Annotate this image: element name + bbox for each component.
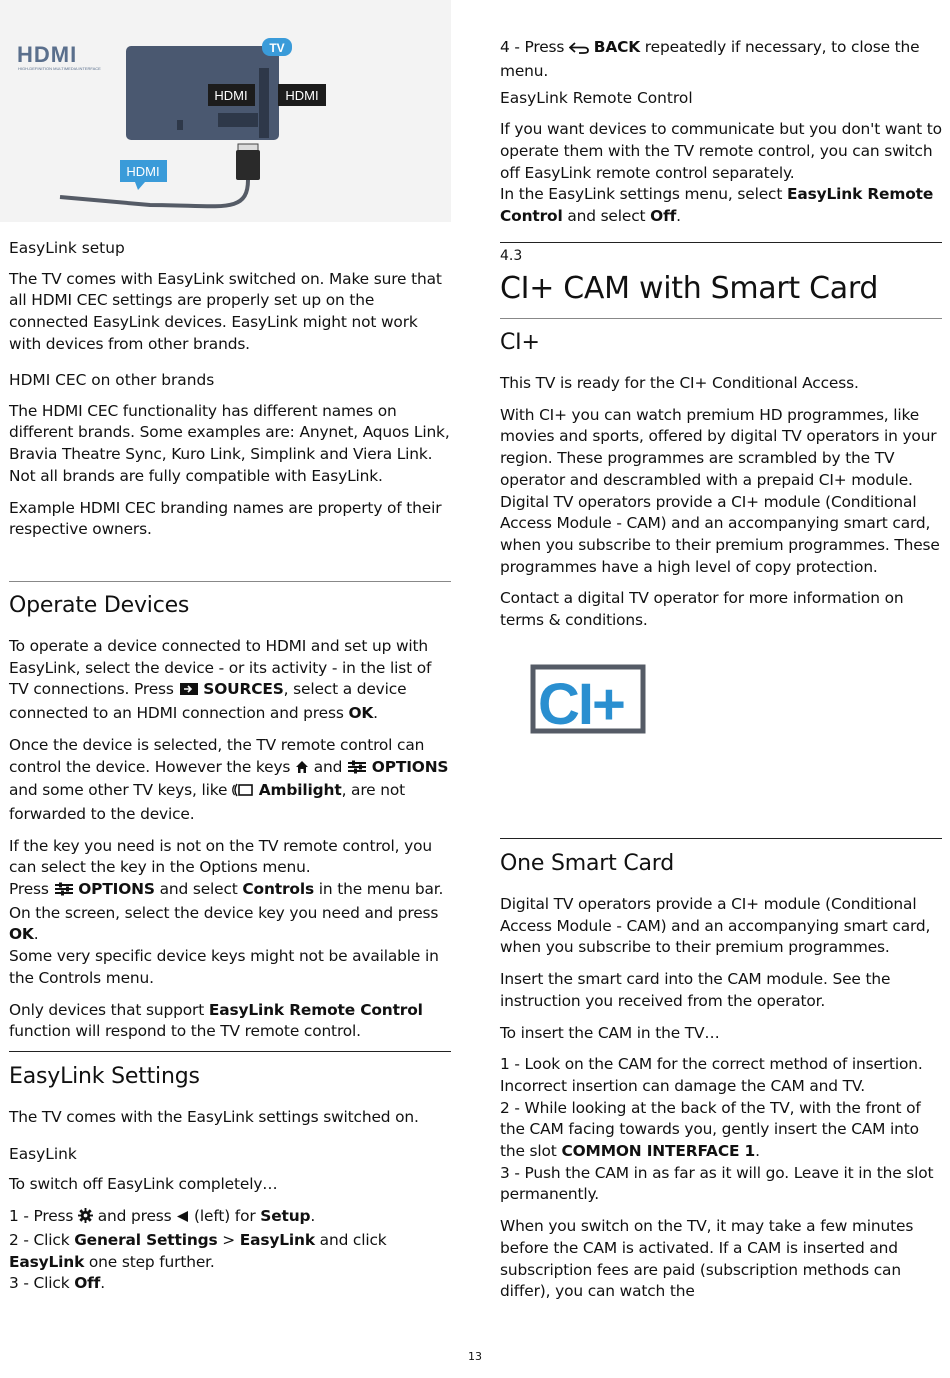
- easylink-sub-heading: EasyLink: [9, 1144, 77, 1163]
- svg-text:HDMI: HDMI: [214, 88, 248, 103]
- operate-p2: Once the device is selected, the TV remote control can control the device. However the keys and OPTIONS and some other TV keys, like Ambilight, are not forwarded to the device.: [9, 735, 449, 823]
- options-icon: [54, 881, 74, 903]
- ci-p1: This TV is ready for the CI+ Conditional Access.: [500, 374, 859, 392]
- hdmi-cec-body-1: The HDMI CEC functionality has different names on different brands. Some examples are: Anynet, Aquos Link, Bravia Theatre Sync, Kuro Link, Simplink and Viera Link. Not all brands are fully compatible with EasyLink.: [9, 401, 450, 485]
- divider-operate: [9, 581, 451, 582]
- operate-p3: If the key you need is not on the TV remote control, you can select the key in the Options menu. Press OPTIONS and select Controls in the menu bar. On the screen, select the device key you need and press OK. Some very specific device keys might not be available in the Controls menu.: [9, 836, 444, 987]
- easylink-switch-off-intro: To switch off EasyLink completely…: [9, 1175, 278, 1194]
- svg-text:HDMI: HDMI: [285, 88, 319, 103]
- one-smart-card-title: One Smart Card: [500, 851, 674, 876]
- osc-p4: When you switch on the TV, it may take a few minutes before the CAM is activated. If a CAM is inserted and subscription fees are paid (subscription methods can differ), you can watch the: [500, 1217, 914, 1301]
- ci-body: [500, 373, 942, 632]
- easylink-setup-body: The TV comes with EasyLink switched on. Make sure that all HDMI CEC settings are properly set up on the connected EasyLink devices. EasyLink might not work with devices from other brands.: [9, 269, 442, 353]
- operate-devices-body: [9, 636, 451, 1043]
- ci-p4: Contact a digital TV operator for more information on terms & conditions.: [500, 589, 904, 630]
- hdmi-cec-body-2: Example HDMI CEC branding names are property of their respective owners.: [9, 498, 442, 539]
- osc-p1: Digital TV operators provide a CI+ module (Conditional Access Module - CAM) and an accompanying smart card, when you subscribe to their premium programmes.: [500, 895, 931, 957]
- section-number: 4.3: [500, 248, 523, 264]
- operate-p1: To operate a device connected to HDMI and set up with EasyLink, select the device - or its activity - in the list of TV connections. Press SOURCES, select a device connected to an HDMI connection and press OK.: [9, 637, 432, 723]
- home-icon: [295, 759, 309, 781]
- osc-steps: 1 - Look on the CAM for the correct method of insertion. Incorrect insertion can damage the CAM and TV. 2 - While looking at the back of the TV, with the front of the CAM facing towards you, gently insert the CAM into the slot COMMON INTERFACE 1. 3 - Push the CAM in as far as it will go. Leave it in the slot permanently.: [500, 1055, 934, 1204]
- left-arrow-icon: [176, 1208, 189, 1230]
- easylink-settings-title: EasyLink Settings: [9, 1064, 200, 1089]
- osc-p2: Insert the smart card into the CAM module. See the instruction you received from the operator.: [500, 970, 891, 1010]
- hdmi-logo-subtitle: HIGH-DEFINITION MULTIMEDIA INTERFACE: [18, 66, 101, 71]
- easylink-remote-heading: EasyLink Remote Control: [500, 89, 693, 108]
- back-icon: [569, 39, 589, 61]
- operate-p4: Only devices that support EasyLink Remote Control function will respond to the TV remote control.: [9, 1000, 423, 1041]
- hdmi-connection-figure: [0, 0, 451, 222]
- svg-text:CI+: CI+: [538, 672, 624, 737]
- easylink-step-4: 4 - Press BACK repeatedly if necessary, to close the menu.: [500, 38, 920, 80]
- hdmi-diagram-svg: [0, 0, 451, 222]
- ci-heading: CI+: [500, 330, 540, 355]
- easylink-steps: 1 - Press and press (left) for Setup. 2 - Click General Settings > EasyLink and click EasyLink one step further. 3 - Click Off.: [9, 1207, 387, 1293]
- divider-ci: [500, 318, 942, 319]
- divider-section-4-3: [500, 242, 942, 243]
- operate-devices-title: Operate Devices: [9, 593, 190, 618]
- ci-plus-logo-figure: [500, 640, 942, 810]
- easylink-settings-body: [9, 1107, 451, 1295]
- osc-p3: To insert the CAM in the TV…: [500, 1023, 720, 1042]
- easylink-remote-body: If you want devices to communicate but you don't want to operate them with the TV remote control, you can switch off EasyLink remote control separately. In the EasyLink settings menu, select EasyLink Remote Control and select Off.: [500, 120, 942, 225]
- divider-one-smart-card: [500, 838, 942, 839]
- easylink-settings-intro: The TV comes with the EasyLink settings switched on.: [9, 1108, 419, 1126]
- page-number: 13: [468, 1350, 482, 1363]
- ci-p2: With CI+ you can watch premium HD programmes, like movies and sports, offered by digital TV operators in your region. These programmes are scrambled by the TV operator and descrambled with a prepaid CI+ module. Digital TV operators provide a CI+ module (Conditional Access Module - CAM) and an accompanying smart card, when you subscribe to their premium programmes. These programmes have a high level of copy protection.: [500, 405, 940, 576]
- ci-plus-logo: [500, 640, 942, 810]
- divider-easylink-settings: [9, 1051, 451, 1052]
- options-icon: [347, 759, 367, 781]
- easylink-setup-heading: EasyLink setup: [9, 239, 125, 257]
- sources-icon: [179, 681, 199, 703]
- svg-text:TV: TV: [269, 41, 285, 55]
- gear-icon: [78, 1208, 93, 1230]
- svg-text:HDMI: HDMI: [126, 164, 160, 179]
- hdmi-logo: HDMI: [17, 42, 78, 67]
- hdmi-cec-heading: HDMI CEC on other brands: [9, 371, 215, 389]
- one-smart-card-body: [500, 894, 942, 1303]
- ambilight-icon: [232, 782, 254, 804]
- ci-cam-title: CI+ CAM with Smart Card: [500, 271, 879, 306]
